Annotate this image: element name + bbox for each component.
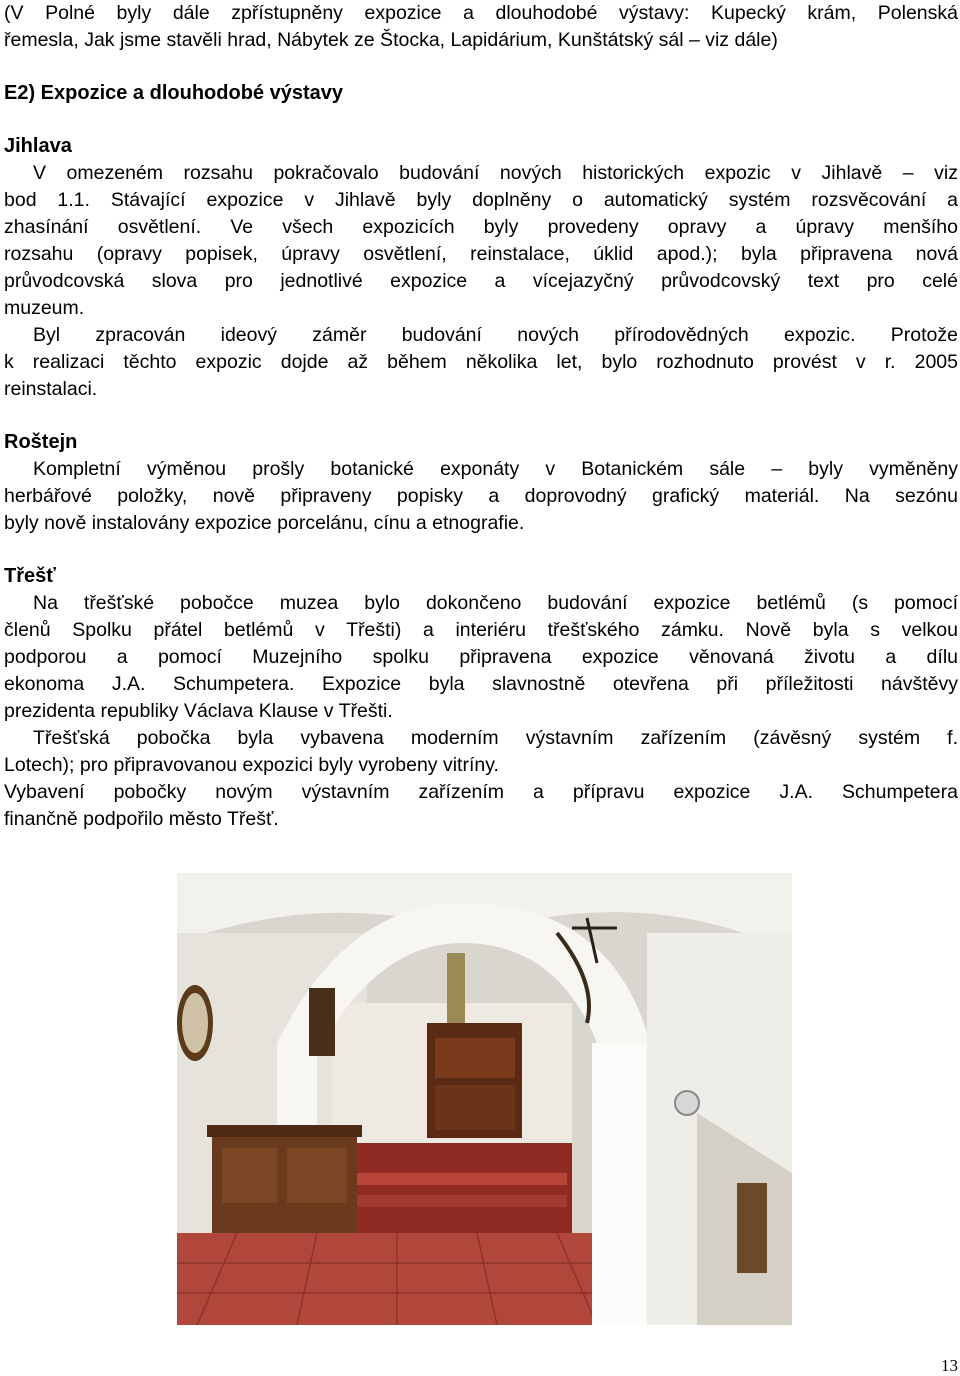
intro-line: (V Polné byly dále zpřístupněny expozice a dlouhodobé výstavy: Kupecký krám, Polenská — [4, 2, 958, 24]
section-title: E2) Expozice a dlouhodobé výstavy — [4, 82, 343, 104]
heading-rostejn: Roštejn — [4, 431, 78, 453]
intro-line: řemesla, Jak jsme stavěli hrad, Nábytek ze Štocka, Lapidárium, Kunštátský sál – viz dále) — [4, 29, 778, 51]
document-page — [4, 0, 958, 833]
page-number: 13 — [941, 1356, 958, 1375]
paragraph-line: byly nově instalovány expozice porcelánu, cínu a etnografie. — [4, 512, 525, 534]
heading-trest: Třešť — [4, 565, 56, 587]
paragraph-line: Byl zpracován ideový záměr budování nových přírodovědných expozic. Protože — [33, 324, 958, 346]
paragraph-line: Vybavení pobočky novým výstavním zařízením a přípravu expozice J.A. Schumpetera — [4, 781, 958, 803]
heading-jihlava: Jihlava — [4, 135, 72, 157]
paragraph-line: Třešťská pobočka byla vybavena moderním výstavním zařízením (závěsný systém f. — [33, 727, 958, 749]
paragraph-line: bod 1.1. Stávající expozice v Jihlavě byly doplněny o automatický systém rozsvěcování a — [4, 189, 958, 211]
paragraph-line: Na třešťské pobočce muzea bylo dokončeno budování expozice betlémů (s pomocí — [33, 592, 958, 614]
paragraph-line: muzeum. — [4, 297, 85, 319]
paragraph-line: podporou a pomocí Muzejního spolku připravena expozice věnovaná životu a dílu — [4, 646, 958, 668]
paragraph-line: ekonoma J.A. Schumpetera. Expozice byla slavnostně otevřena při příležitosti návštěvy — [4, 673, 958, 695]
paragraph-line: průvodcovská slova pro jednotlivé expozice a vícejazyčný průvodcovský text pro celé — [4, 270, 958, 292]
paragraph-line: zhasínání osvětlení. Ve všech expozicích byly provedeny opravy a úpravy menšího — [4, 216, 958, 238]
paragraph-line: finančně podpořilo město Třešť. — [4, 808, 279, 830]
paragraph-line: V omezeném rozsahu pokračovalo budování nových historických expozic v Jihlavě – viz — [33, 162, 958, 184]
paragraph-line: k realizaci těchto expozic dojde až během několika let, bylo rozhodnuto provést v r. 2005 — [4, 351, 958, 373]
paragraph-line: reinstalaci. — [4, 378, 98, 400]
paragraph-line: rozsahu (opravy popisek, úpravy osvětlení, reinstalace, úklid apod.); byla připravena nová — [4, 243, 958, 265]
paragraph-line: Kompletní výměnou prošly botanické exponáty v Botanickém sále – byly vyměněny — [33, 458, 958, 480]
paragraph-line: herbářové položky, nově připraveny popisky a doprovodný grafický materiál. Na sezónu — [4, 485, 958, 507]
paragraph-line: prezidenta republiky Václava Klause v Třešti. — [4, 700, 393, 722]
exhibition-interior-photo — [177, 873, 792, 1325]
paragraph-line: členů Spolku přátel betlémů v Třešti) a interiéru třešťského zámku. Nově byla s velkou — [4, 619, 958, 641]
paragraph-line: Lotech); pro připravovanou expozici byly vyrobeny vitríny. — [4, 754, 499, 776]
